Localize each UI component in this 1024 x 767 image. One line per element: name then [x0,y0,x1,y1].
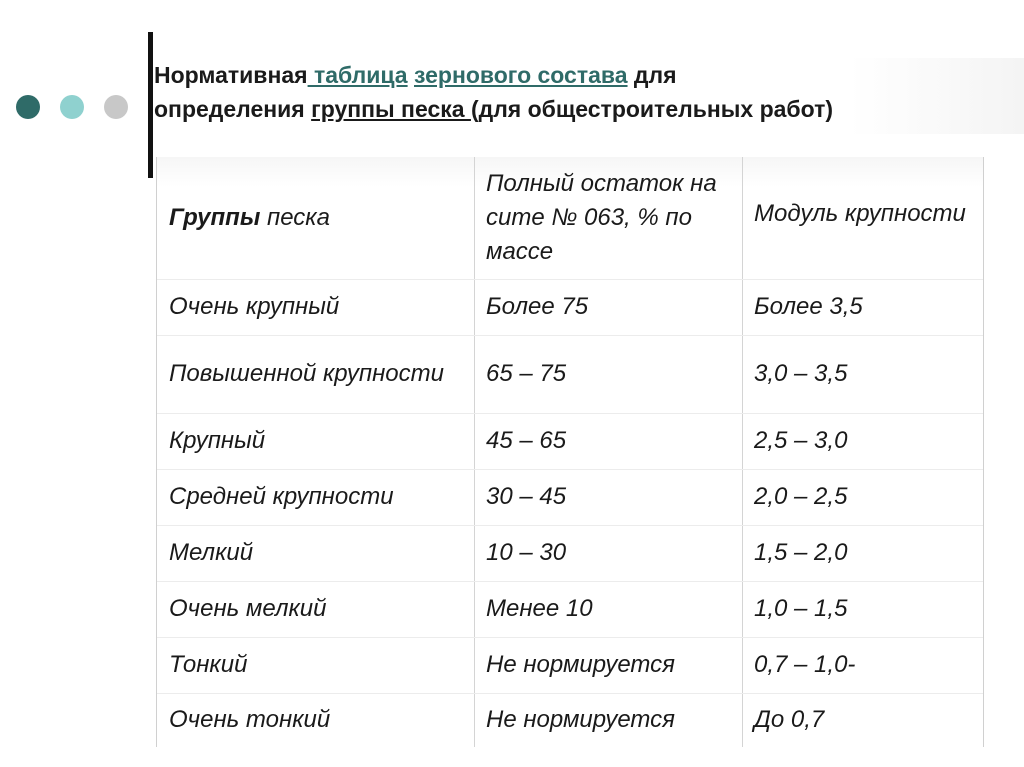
decorative-dot-light [60,95,84,119]
cell-residue: 10 – 30 [486,539,567,566]
table-row [157,581,983,638]
cell-group: Очень крупный [169,293,340,320]
slide-title [154,58,1022,126]
table-row [157,525,983,582]
cell-residue: 65 – 75 [486,360,567,387]
header-cell-modulus [742,157,983,279]
header-group-bold: Группы [169,204,261,231]
cell-modulus: 3,0 – 3,5 [754,360,848,387]
title-part-4: (для общестроительных работ) [470,96,834,122]
cell-group: Средней крупности [169,483,394,510]
header-modulus-label: Модуль крупности [754,200,966,227]
cell-group: Крупный [169,427,266,454]
table-row [157,693,983,747]
table-row [157,469,983,526]
decorative-dot-gray [104,95,128,119]
table-row [157,335,983,414]
header-residue-label: Полный остаток на сите № 063, % по массе [486,170,717,265]
table-header-row [157,157,983,280]
cell-group: Повышенной крупности [169,360,444,387]
header-cell-residue [474,157,742,279]
cell-group: Очень мелкий [169,595,327,622]
cell-group: Мелкий [169,539,254,566]
title-link-grain-composition[interactable]: зернового состава [414,62,628,88]
cell-residue: Менее 10 [486,595,593,622]
cell-modulus: Более 3,5 [754,293,863,320]
title-part-1: Нормативная [154,62,308,88]
sand-groups-table [156,157,984,747]
header-group-rest: песка [260,204,330,231]
title-link-table[interactable]: таблица [307,62,408,88]
header-cell-group [157,157,474,279]
cell-group: Тонкий [169,651,248,678]
cell-modulus: 2,5 – 3,0 [754,427,848,454]
table-row [157,279,983,336]
cell-modulus: До 0,7 [754,706,825,733]
cell-modulus: 2,0 – 2,5 [754,483,848,510]
decorative-dot-dark [16,95,40,119]
table-row [157,413,983,470]
cell-group: Очень тонкий [169,706,331,733]
cell-modulus: 1,5 – 2,0 [754,539,848,566]
title-part-2: для [627,62,677,88]
cell-residue: 30 – 45 [486,483,567,510]
title-link-sand-group[interactable]: группы песка [311,96,471,122]
cell-residue: 45 – 65 [486,427,567,454]
cell-modulus: 1,0 – 1,5 [754,595,848,622]
cell-residue: Более 75 [486,293,589,320]
cell-residue: Не нормируется [486,651,675,678]
cell-modulus: 0,7 – 1,0- [754,651,856,678]
cell-residue: Не нормируется [486,706,675,733]
title-part-3: определения [154,96,312,122]
table-row [157,637,983,694]
